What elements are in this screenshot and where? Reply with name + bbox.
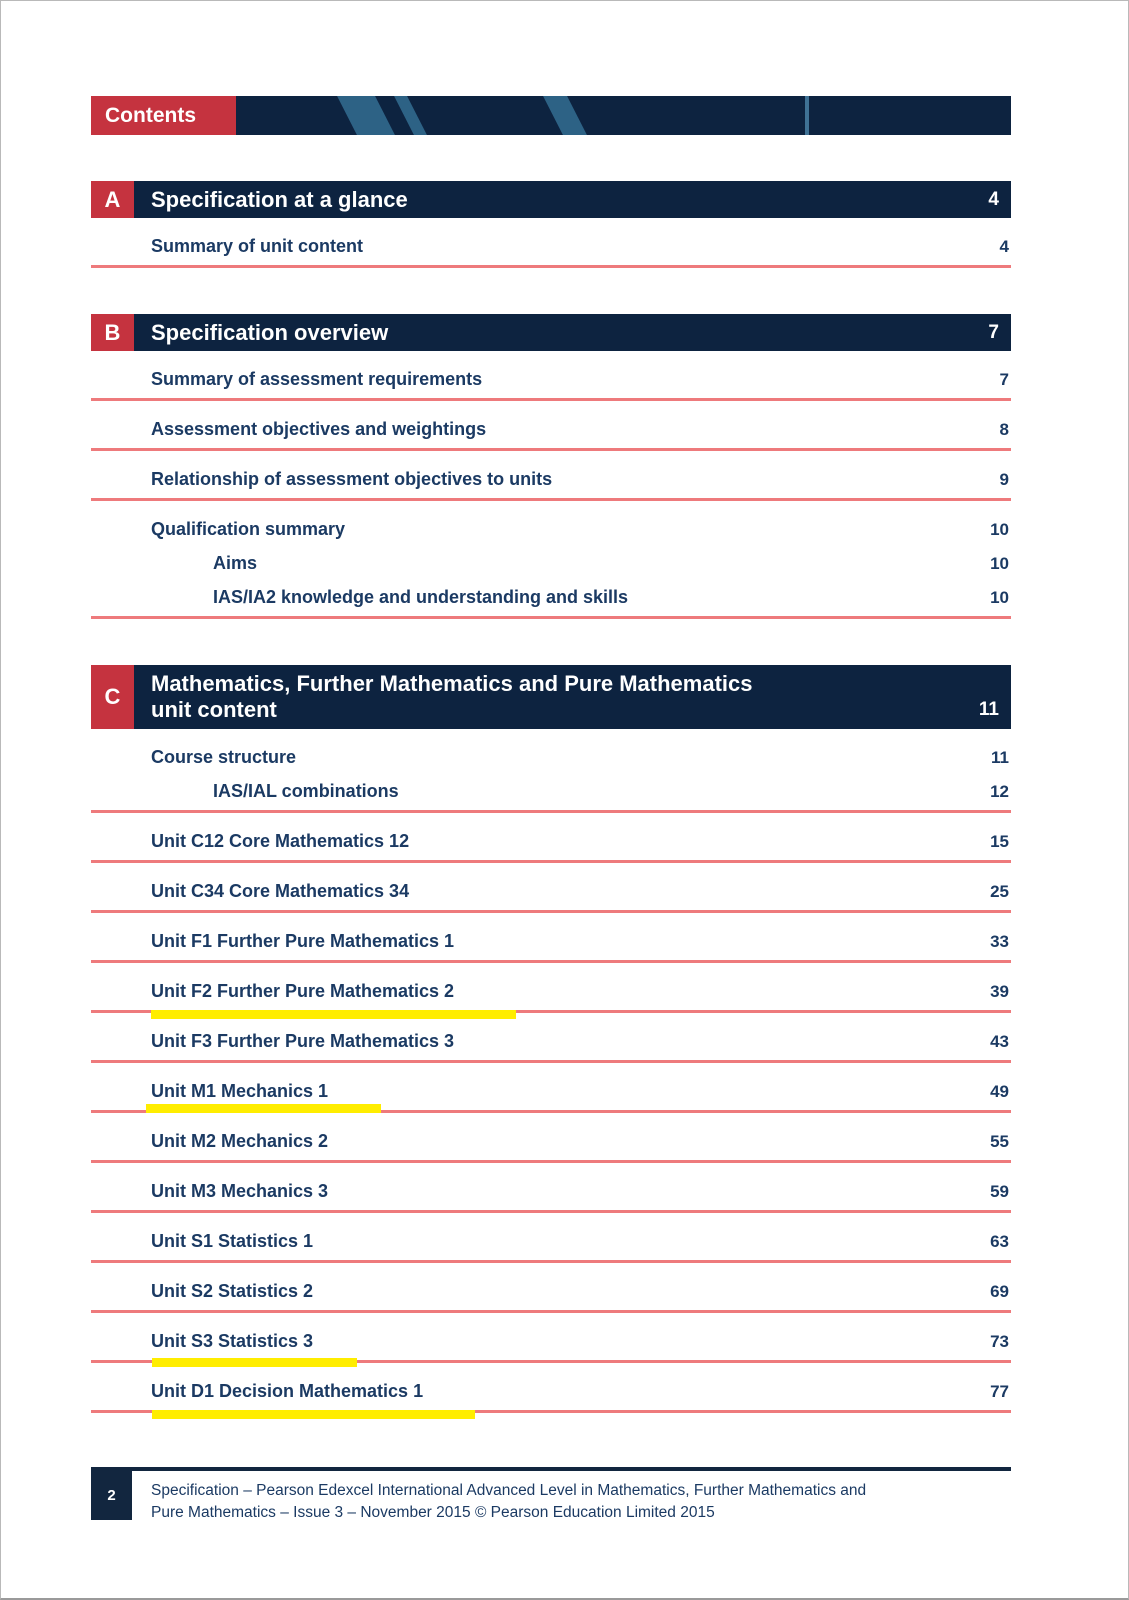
toc-entry[interactable] bbox=[91, 236, 1011, 268]
toc-entry[interactable] bbox=[91, 587, 1011, 619]
toc-entry-page-number: 9 bbox=[999, 470, 1009, 489]
section-letter-badge: A bbox=[91, 181, 134, 218]
footer-line-2: Pure Mathematics – Issue 3 – November 2015 © Pearson Education Limited 2015 bbox=[151, 1504, 715, 1521]
footer-page-number: 2 bbox=[91, 1471, 132, 1520]
toc-entry[interactable] bbox=[91, 831, 1011, 863]
section-title-line: Specification overview bbox=[151, 319, 389, 345]
section-page-number: 4 bbox=[988, 188, 999, 210]
toc-entry-label: Unit C12 Core Mathematics 12 bbox=[151, 831, 410, 851]
toc-entry-page-number: 73 bbox=[990, 1332, 1009, 1351]
toc-entry-page-number: 63 bbox=[990, 1232, 1009, 1251]
toc-entry-label: Unit S3 Statistics 3 bbox=[151, 1331, 314, 1351]
footer-line-1: Specification – Pearson Edexcel International Advanced Level in Mathematics, Further Mathematics and bbox=[151, 1482, 867, 1499]
toc-entry[interactable] bbox=[91, 881, 1011, 913]
toc-entry-label: Unit F1 Further Pure Mathematics 1 bbox=[151, 931, 455, 951]
section-title bbox=[134, 181, 988, 218]
highlighter-mark bbox=[151, 1010, 516, 1019]
toc-entry[interactable] bbox=[91, 1381, 1011, 1413]
toc-entry-page-number: 49 bbox=[990, 1082, 1009, 1101]
toc-entry-page-number: 39 bbox=[990, 982, 1009, 1001]
toc-entry-label: Unit C34 Core Mathematics 34 bbox=[151, 881, 410, 901]
section-title bbox=[134, 665, 979, 729]
toc-entry-label: Unit M1 Mechanics 1 bbox=[151, 1081, 329, 1101]
toc-entry-page-number: 4 bbox=[999, 237, 1009, 256]
toc-entry-page-number: 10 bbox=[990, 520, 1009, 539]
toc-entry-label: Assessment objectives and weightings bbox=[151, 419, 487, 439]
toc-entry-label: Unit F3 Further Pure Mathematics 3 bbox=[151, 1031, 455, 1051]
page-content bbox=[91, 96, 1011, 1524]
toc-entry-page-number: 12 bbox=[990, 782, 1009, 801]
highlighter-mark bbox=[146, 1104, 381, 1113]
toc-entry-page-number: 10 bbox=[990, 588, 1009, 607]
section-title-line: Mathematics, Further Mathematics and Pure Mathematics bbox=[151, 671, 753, 696]
toc-entry[interactable] bbox=[91, 931, 1011, 963]
highlighter-mark bbox=[152, 1358, 357, 1367]
toc-entry-label: Summary of assessment requirements bbox=[151, 369, 483, 389]
toc-entry[interactable] bbox=[91, 1131, 1011, 1163]
section-title bbox=[134, 314, 988, 351]
section-rows bbox=[91, 369, 1011, 619]
toc-entry-page-number: 69 bbox=[990, 1282, 1009, 1301]
toc-entry[interactable] bbox=[91, 1331, 1011, 1363]
toc-entry-page-number: 77 bbox=[990, 1382, 1009, 1401]
page-footer bbox=[91, 1467, 1011, 1524]
toc-sections bbox=[91, 181, 1011, 1413]
toc-entry[interactable] bbox=[91, 553, 1011, 574]
contents-banner bbox=[91, 96, 1011, 135]
toc-entry[interactable] bbox=[91, 1081, 1011, 1113]
toc-entry-label: IAS/IAL combinations bbox=[213, 781, 399, 801]
section-bar-C bbox=[91, 665, 1011, 729]
toc-entry-page-number: 59 bbox=[990, 1182, 1009, 1201]
toc-entry[interactable] bbox=[91, 1031, 1011, 1063]
section-title-line: unit content bbox=[151, 697, 277, 722]
toc-section bbox=[91, 314, 1011, 619]
toc-entry-label: Unit S1 Statistics 1 bbox=[151, 1231, 314, 1251]
toc-entry-page-number: 25 bbox=[990, 882, 1009, 901]
toc-entry-page-number: 11 bbox=[991, 748, 1009, 767]
toc-entry[interactable] bbox=[91, 369, 1011, 401]
section-bar-B bbox=[91, 314, 1011, 351]
toc-entry-label: Aims bbox=[213, 553, 258, 573]
toc-entry-page-number: 33 bbox=[990, 932, 1009, 951]
toc-entry[interactable] bbox=[91, 1231, 1011, 1263]
section-bar-A bbox=[91, 181, 1011, 218]
decorative-divider-line bbox=[805, 96, 809, 135]
toc-entry[interactable] bbox=[91, 981, 1011, 1013]
section-page-number: 11 bbox=[978, 699, 999, 720]
toc-entry[interactable] bbox=[91, 747, 1011, 768]
toc-entry-label: IAS/IA2 knowledge and understanding and skills bbox=[213, 587, 629, 607]
toc-entry-label: Unit M2 Mechanics 2 bbox=[151, 1131, 329, 1151]
toc-entry-label: Unit M3 Mechanics 3 bbox=[151, 1181, 329, 1201]
toc-entry-page-number: 55 bbox=[990, 1132, 1009, 1151]
toc-entry-page-number: 8 bbox=[999, 420, 1009, 439]
toc-entry-page-number: 43 bbox=[990, 1032, 1009, 1051]
toc-entry[interactable] bbox=[91, 469, 1011, 501]
section-letter-badge: C bbox=[91, 665, 134, 729]
section-rows bbox=[91, 747, 1011, 1413]
toc-entry[interactable] bbox=[91, 1281, 1011, 1313]
toc-section bbox=[91, 665, 1011, 1413]
section-rows bbox=[91, 236, 1011, 268]
toc-entry-page-number: 15 bbox=[990, 832, 1009, 851]
toc-entry-label: Unit F2 Further Pure Mathematics 2 bbox=[151, 981, 455, 1001]
toc-entry-label: Relationship of assessment objectives to units bbox=[151, 469, 553, 489]
toc-entry-label: Unit D1 Decision Mathematics 1 bbox=[151, 1381, 424, 1401]
toc-entry-label: Qualification summary bbox=[151, 519, 346, 539]
highlighter-mark bbox=[152, 1410, 475, 1419]
toc-entry-label: Summary of unit content bbox=[151, 236, 364, 256]
toc-section bbox=[91, 181, 1011, 268]
section-page-number: 7 bbox=[988, 321, 999, 343]
toc-entry[interactable] bbox=[91, 1181, 1011, 1213]
section-letter-badge: B bbox=[91, 314, 134, 351]
toc-entry-page-number: 7 bbox=[999, 370, 1009, 389]
toc-entry-label: Course structure bbox=[151, 747, 297, 767]
toc-entry-page-number: 10 bbox=[990, 554, 1009, 573]
footer-imprint bbox=[151, 1471, 1011, 1524]
toc-entry[interactable] bbox=[91, 419, 1011, 451]
contents-title: Contents bbox=[91, 96, 236, 135]
toc-entry-label: Unit S2 Statistics 2 bbox=[151, 1281, 314, 1301]
toc-entry[interactable] bbox=[91, 519, 1011, 540]
section-title-line: Specification at a glance bbox=[151, 186, 408, 212]
toc-entry[interactable] bbox=[91, 781, 1011, 813]
